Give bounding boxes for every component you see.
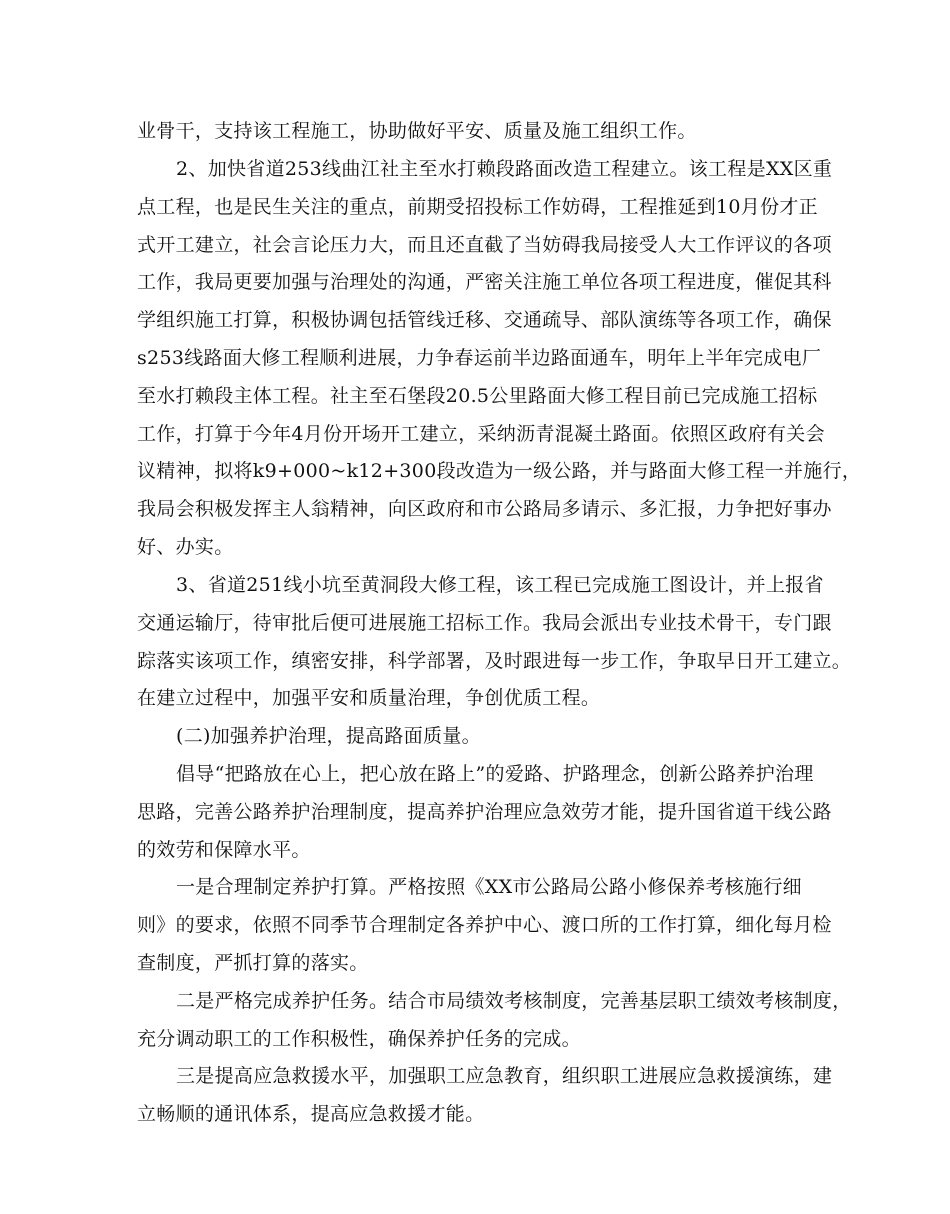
- text-line: 踪落实该项工作，缜密安排，科学部署，及时跟进每一步工作，争取早日开工建立。: [137, 650, 852, 672]
- text-line: 的效劳和保障水平。: [137, 839, 311, 861]
- text-line: 二是严格完成养护任务。结合市局绩效考核制度，完善基层职工绩效考核制度，: [176, 990, 852, 1012]
- text-line: 立畅顺的通讯体系，提高应急救援才能。: [137, 1103, 485, 1125]
- text-line: 则》的要求，依照不同季节合理制定各养护中心、渡口所的工作打算，细化每月检: [137, 914, 832, 936]
- text-line: 倡导“把路放在心上，把心放在路上”的爱路、护路理念，创新公路养护治理: [176, 763, 814, 785]
- text-line: 充分调动职工的工作积极性，确保养护任务的完成。: [137, 1028, 581, 1050]
- text-line: 交通运输厅，待审批后便可进展施工招标工作。我局会派出专业技术骨干，专门跟: [137, 612, 832, 634]
- text-line: 议精神，拟将k9+000~k12+300段改造为一级公路，并与路面大修工程一并施行，: [137, 460, 862, 482]
- text-line: 工作，打算于今年4月份开场开工建立，采纳沥青混凝土路面。依照区政府有关会: [137, 423, 825, 445]
- section-heading: (二)加强养护治理，提高路面质量。: [176, 725, 481, 747]
- text-line: 业骨干，支持该工程施工，协助做好平安、质量及施工组织工作。: [137, 120, 697, 142]
- text-line: 式开工建立，社会言论压力大，而且还直截了当妨碍我局接受人大工作评议的各项: [137, 234, 832, 256]
- text-line: 三是提高应急救援水平，加强职工应急教育，组织职工进展应急救援演练，建: [176, 1065, 833, 1087]
- text-line: 在建立过程中，加强平安和质量治理，争创优质工程。: [137, 687, 601, 709]
- text-line: 点工程，也是民生关注的重点，前期受招投标工作妨碍，工程推延到10月份才正: [137, 196, 818, 218]
- text-line: 工作，我局更要加强与治理处的沟通，严密关注施工单位各项工程进度，催促其科: [137, 271, 832, 293]
- text-line: 好、办实。: [137, 536, 234, 558]
- text-line: 查制度，严抓打算的落实。: [137, 952, 369, 974]
- text-line: 3、省道251线小坑至黄洞段大修工程，该工程已完成施工图设计，并上报省: [176, 574, 824, 596]
- text-line: 我局会积极发挥主人翁精神，向区政府和市公路局多请示、多汇报，力争把好事办: [137, 498, 832, 520]
- text-line: 学组织施工打算，积极协调包括管线迁移、交通疏导、部队演练等各项工作，确保: [137, 309, 832, 331]
- text-line: 思路，完善公路养护治理制度，提高养护治理应急效劳才能，提升国省道干线公路: [137, 801, 832, 823]
- text-line: 2、加快省道253线曲江社主至水打赖段路面改造工程建立。该工程是XX区重: [176, 158, 833, 180]
- text-line: s253线路面大修工程顺利进展，力争春运前半边路面通车，明年上半年完成电厂: [137, 347, 822, 369]
- text-line: 至水打赖段主体工程。社主至石堡段20.5公里路面大修工程目前已完成施工招标: [137, 385, 818, 407]
- text-line: 一是合理制定养护打算。严格按照《XX市公路局公路小修保养考核施行细: [176, 876, 802, 898]
